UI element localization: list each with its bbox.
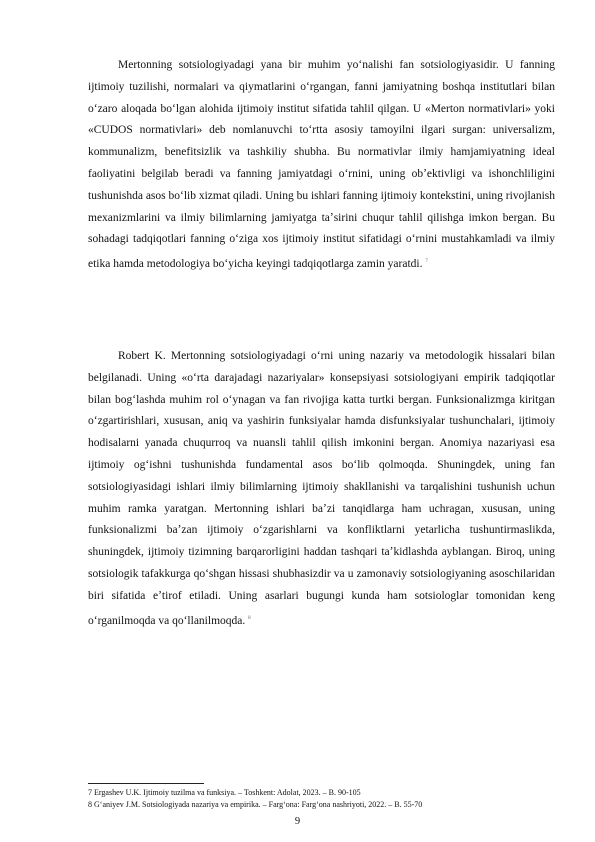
footnote-7: 7 Ergashev U.K. Ijtimoiy tuzilma va funksiya. – Toshkent: Adolat, 2023. – B. 90-105 xyxy=(88,788,361,797)
paragraph-text: Mertonning sotsiologiyadagi yana bir muhim yoʻnalishi fan sotsiologiyasidir. U fanning ijtimoiy tuzilishi, normalari va qiymatlarini oʻrgangan, fanni jamiyatning boshqa institutlari bilan oʻzaro aloqada boʻlgan alohida ijtimoiy institut sifatida tahlil qilgan. U «Merton normativlari» yoki «CUDOS normativlari» deb nomlanuvchi toʻrtta asosiy tamoyilni ilgari surgan: universalizm, kommunalizm, benefitsizlik va tashkiliy shubha. Bu normativlar ilmiy hamjamiyatning ideal faoliyatini belgilab beradi va fanning jamiyatdagi oʻrnini, uning obʼektivligi va ishonchliligini tushunishda asos boʻlib xizmat qiladi. Uning bu ishlari fanning ijtimoiy kontekstini, uning rivojlanish mexanizmlarini va ilmiy bilimlarning jamiyatga taʼsirini chuqur tahlil qilishga imkon bergan. Bu sohadagi tadqiqotlari fanning oʻziga xos ijtimoiy institut sifatidagi oʻrnini mustahkamladi va ilmiy etika hamda metodologiya boʻyicha keyingi tadqiqotlarga zamin yaratdi. xyxy=(88,59,555,270)
paragraph-merton-role xyxy=(88,346,555,632)
paragraph-text: Robert K. Mertonning sotsiologiyadagi oʻrni uning nazariy va metodologik hissalari bilan belgilanadi. Uning «oʻrta darajadagi nazariyalar» konsepsiyasi sotsiologiyani empirik tadqiqotlar bilan bogʻlashda muhim rol oʻynagan va fan rivojiga katta turtki bergan. Funksionalizmga kiritgan oʻzgartirishlari, xususan, aniq va yashirin funksiyalar hamda disfunksiyalar tushunchalari, ijtimoiy hodisalarni yanada chuqurroq va nuansli tahlil qilish imkonini bergan. Anomiya nazariyasi esa ijtimoiy ogʻishni tushunishda fundamental asos boʻlib qolmoqda. Shuningdek, uning fan sotsiologiyasidagi ishlari ilmiy bilimlarning ijtimoiy shakllanishi va tarqalishini tushunish uchun muhim ramka yaratgan. Mertonning ishlari baʼzi tanqidlarga ham uchragan, xususan, uning funksionalizmi baʼzan ijtimoiy oʻzgarishlarni va konfliktlarni yetarlicha tushuntirmaslikda, shuningdek, ijtimoiy tizimning barqarorligini haddan tashqari taʼkidlashda ayblangan. Biroq, uning sotsiologik tafakkurga qoʻshgan hissasi shubhasizdir va u zamonaviy sotsiologiyaning asoschilaridan biri sifatida eʼtirof etiladi. Uning asarlari bugungi kunda ham sotsiologlar tomonidan keng oʻrganilmoqda va qoʻllanilmoqda. xyxy=(88,350,555,627)
page-number: 9 xyxy=(294,816,301,827)
footnote-divider xyxy=(88,783,204,784)
footnote-ref[interactable]: 8 xyxy=(248,615,251,621)
footnote-ref[interactable]: 7 xyxy=(425,259,428,265)
footnote-8: 8 Gʻaniyev J.M. Sotsiologiyada nazariya va empirika. – Fargʻona: Fargʻona nashriyoti, 2022. – B. 55-70 xyxy=(88,800,423,809)
paragraph-merton-science-sociology xyxy=(88,55,555,276)
